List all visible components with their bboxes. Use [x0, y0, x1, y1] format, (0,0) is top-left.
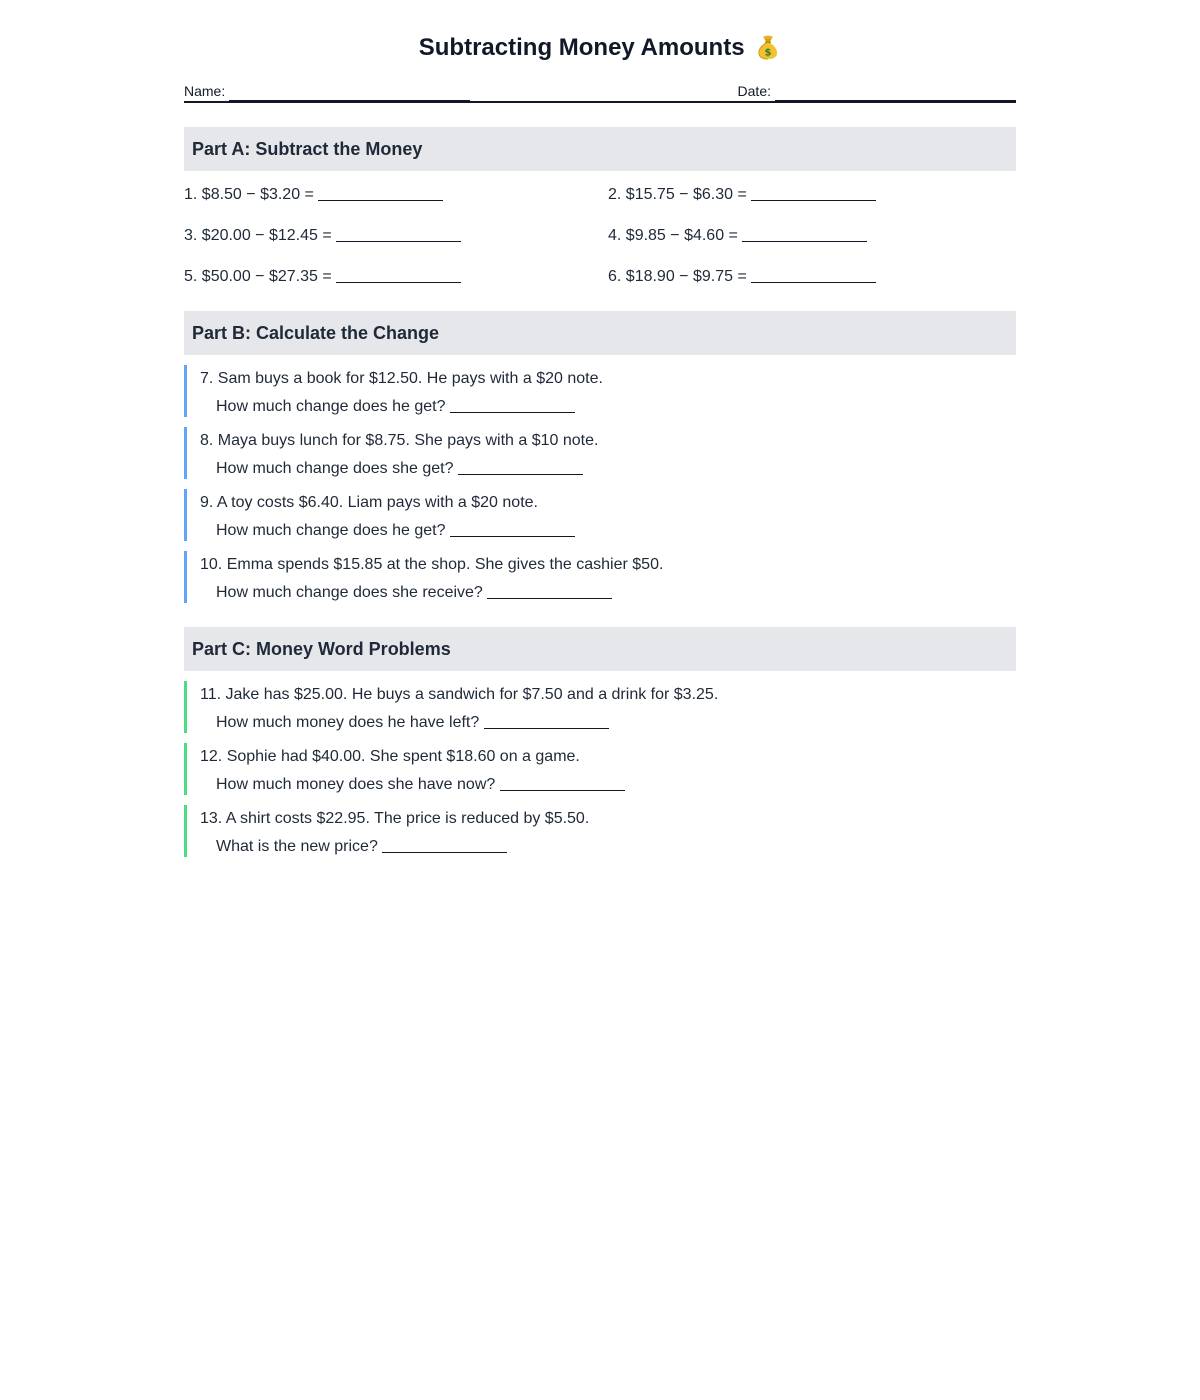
problem-question-row — [200, 517, 1016, 545]
answer-blank[interactable] — [742, 225, 867, 242]
problem-statement: 13. A shirt costs $22.95. The price is reduced by $5.50. — [200, 810, 590, 827]
part-a-heading: Part A: Subtract the Money — [184, 127, 1016, 171]
answer-blank[interactable] — [336, 225, 461, 242]
part-b-problem-9 — [184, 489, 1016, 541]
problem-statement: 12. Sophie had $40.00. She spent $18.60 on a game. — [200, 748, 580, 765]
problem-question-row — [200, 833, 1016, 861]
part-c-problem-12 — [184, 743, 1016, 795]
part-b-problem-8 — [184, 427, 1016, 479]
part-a-problem-3 — [184, 225, 608, 246]
problem-question: How much money does she have now? — [216, 776, 496, 793]
name-field[interactable] — [184, 81, 470, 101]
part-b-heading: Part B: Calculate the Change — [184, 311, 1016, 355]
part-a-section — [184, 127, 1016, 287]
part-b-problems — [184, 365, 1016, 603]
problem-text: 2. $15.75 − $6.30 = — [608, 186, 747, 203]
part-a-problem-4 — [608, 225, 1016, 246]
problem-statement: 10. Emma spends $15.85 at the shop. She gives the cashier $50. — [200, 556, 664, 573]
part-c-problem-13 — [184, 805, 1016, 857]
svg-text:$: $ — [764, 47, 772, 59]
part-a-problem-2 — [608, 184, 1016, 205]
answer-blank[interactable] — [751, 266, 876, 283]
problem-statement: 8. Maya buys lunch for $8.75. She pays with a $10 note. — [200, 432, 599, 449]
problem-text: 4. $9.85 − $4.60 = — [608, 227, 738, 244]
problem-statement: 7. Sam buys a book for $12.50. He pays with a $20 note. — [200, 370, 603, 387]
part-a-grid — [184, 184, 1016, 287]
problem-statement: 11. Jake has $25.00. He buys a sandwich for $7.50 and a drink for $3.25. — [200, 686, 719, 703]
part-c-problem-11 — [184, 681, 1016, 733]
part-c-heading: Part C: Money Word Problems — [184, 627, 1016, 671]
problem-question: What is the new price? — [216, 838, 378, 855]
problem-question-row — [200, 393, 1016, 421]
problem-question-row — [200, 709, 1016, 737]
worksheet-page — [184, 0, 1016, 857]
part-a-problem-5 — [184, 266, 608, 287]
part-a-problem-1 — [184, 184, 608, 205]
date-field[interactable] — [738, 81, 1016, 101]
header-divider — [184, 101, 1016, 103]
problem-text: 5. $50.00 − $27.35 = — [184, 268, 332, 285]
part-b-problem-7 — [184, 365, 1016, 417]
problem-question: How much change does she receive? — [216, 584, 483, 601]
problem-question-row — [200, 579, 1016, 607]
answer-blank[interactable] — [458, 458, 583, 475]
part-c-problems — [184, 681, 1016, 857]
answer-blank[interactable] — [484, 712, 609, 729]
student-info-row — [184, 81, 1016, 101]
answer-blank[interactable] — [500, 774, 625, 791]
answer-blank[interactable] — [336, 266, 461, 283]
worksheet-title — [184, 32, 1016, 64]
answer-blank[interactable] — [382, 836, 507, 853]
part-c-section — [184, 627, 1016, 857]
problem-question-row — [200, 455, 1016, 483]
problem-statement: 9. A toy costs $6.40. Liam pays with a $20 note. — [200, 494, 538, 511]
part-b-section — [184, 311, 1016, 603]
problem-question-row — [200, 771, 1016, 799]
problem-question: How much change does he get? — [216, 522, 446, 539]
answer-blank[interactable] — [751, 184, 876, 201]
answer-blank[interactable] — [450, 520, 575, 537]
part-a-problem-6 — [608, 266, 1016, 287]
problem-question: How much change does she get? — [216, 460, 454, 477]
name-label: Name: — [184, 83, 226, 99]
name-line[interactable] — [229, 84, 470, 101]
date-line[interactable] — [775, 84, 1016, 101]
problem-text: 3. $20.00 − $12.45 = — [184, 227, 332, 244]
problem-question: How much money does he have left? — [216, 714, 480, 731]
problem-question: How much change does he get? — [216, 398, 446, 415]
answer-blank[interactable] — [318, 184, 443, 201]
problem-text: 6. $18.90 − $9.75 = — [608, 268, 747, 285]
part-b-problem-10 — [184, 551, 1016, 603]
problem-text: 1. $8.50 − $3.20 = — [184, 186, 314, 203]
money-bag-icon — [755, 34, 781, 60]
worksheet-title-text: Subtracting Money Amounts — [418, 34, 745, 61]
answer-blank[interactable] — [450, 396, 575, 413]
answer-blank[interactable] — [487, 582, 612, 599]
date-label: Date: — [737, 83, 771, 99]
